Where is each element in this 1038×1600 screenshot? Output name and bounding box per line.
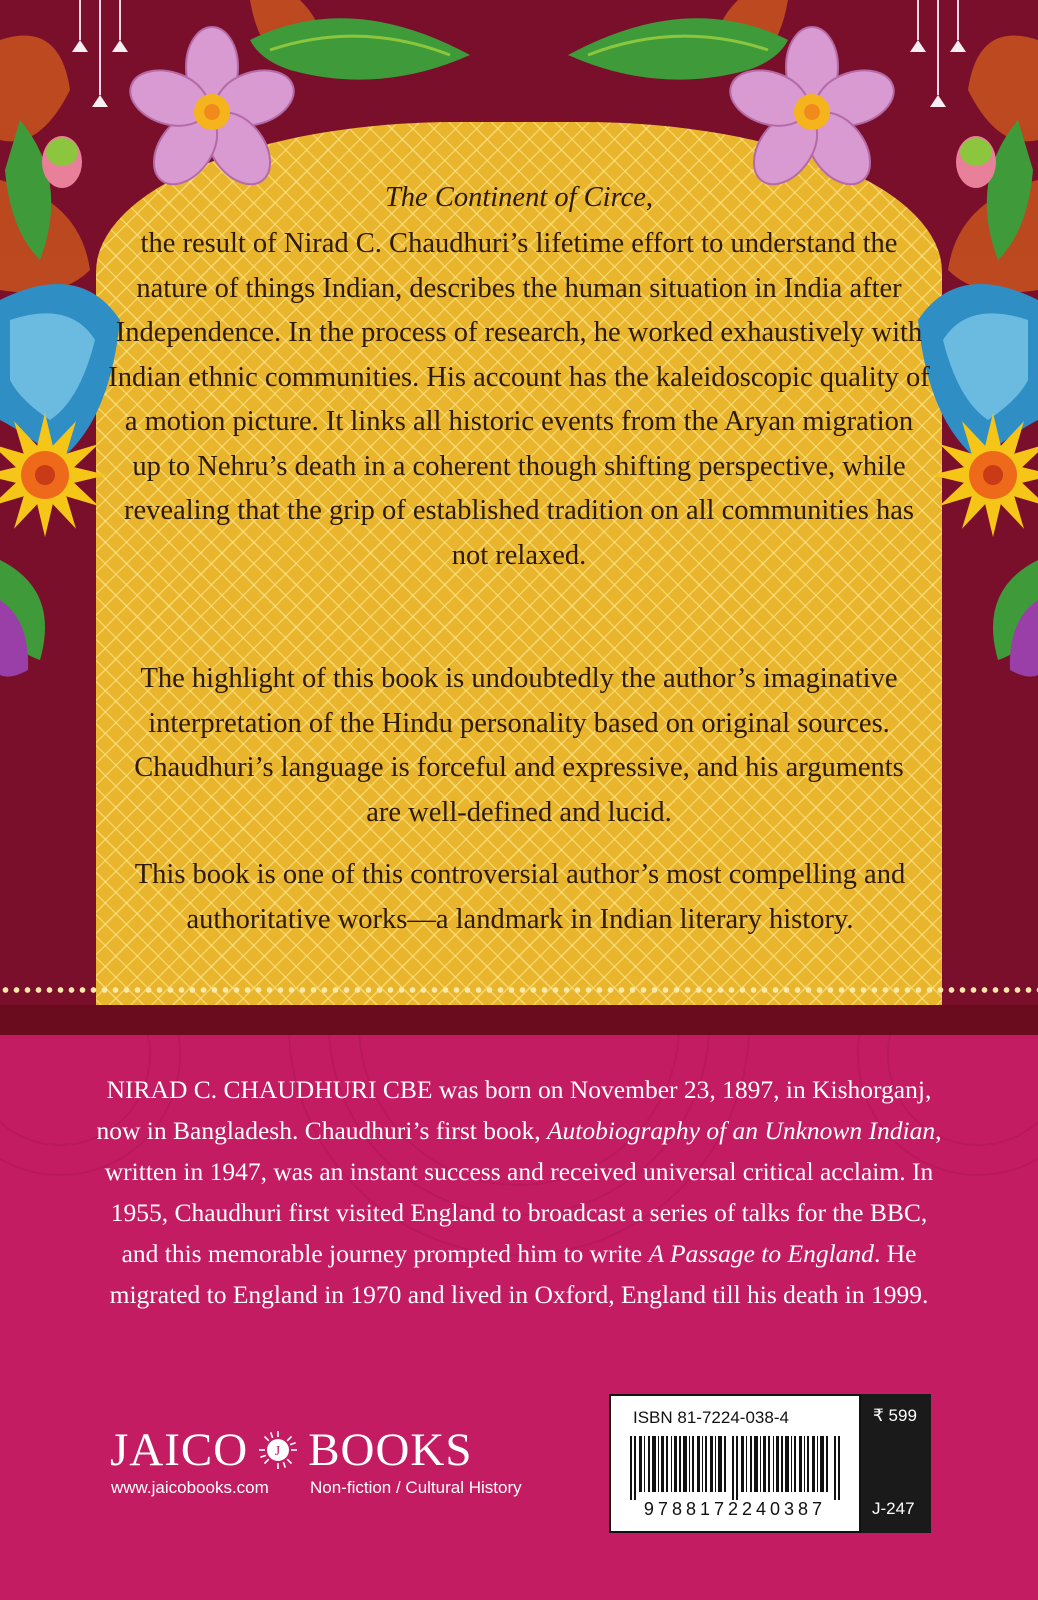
dotted-divider bbox=[0, 982, 1038, 998]
product-code: J-247 bbox=[872, 1499, 915, 1518]
book-category: Non-fiction / Cultural History bbox=[310, 1478, 522, 1497]
sun-logo-icon bbox=[258, 1430, 298, 1470]
price-label: ₹ 599 bbox=[873, 1406, 917, 1425]
blurb-paragraph-2: The highlight of this book is undoubtedly the author’s imaginative interpretation of the Hindu personality based on original sources. Chaudhuri’s language is forceful and expressive, and his arguments are well-defined and lucid. bbox=[134, 663, 904, 828]
publisher-name-right: BOOKS bbox=[308, 1424, 473, 1476]
maroon-band bbox=[0, 1005, 1038, 1035]
publisher-name-left: JAICO bbox=[110, 1424, 249, 1476]
publisher-logo bbox=[110, 1424, 473, 1476]
barcode-panel bbox=[609, 1394, 861, 1533]
blurb-paragraph-1: the result of Nirad C. Chaudhuri’s lifetime effort to understand the nature of things Indian, describes the human situation in India after Independence. In the process of research, he worked exhaustively with Indian ethnic communities. His account has the kaleidoscopic quality of a motion picture. It links all historic events from the Aryan migration up to Nehru’s death in a coherent though shifting perspective, while revealing that the grip of established tradition on all communities has not relaxed. bbox=[108, 228, 930, 571]
author-biography: NIRAD C. CHAUDHURI CBE was born on November 23, 1897, in Kishorganj, now in Bangladesh. Chaudhuri’s first book, Autobiography of an Unknown Indian, written in 1947, was an instant success and received universal critical acclaim. In 1955, Chaudhuri first visited England to broadcast a series of talks for the BBC, and this memorable journey prompted him to write A Passage to England. He migrated to England in 1970 and lived in Oxford, England till his death in 1999. bbox=[96, 1075, 942, 1309]
svg-text:J: J bbox=[274, 1444, 282, 1459]
barcode-number: 9788172240387 bbox=[643, 1499, 827, 1519]
blurb-paragraph-3: This book is one of this controversial author’s most compelling and authoritative works—a landmark in Indian literary history. bbox=[134, 859, 906, 935]
barcode-bars bbox=[630, 1436, 842, 1500]
publisher-website[interactable]: www.jaicobooks.com bbox=[111, 1478, 269, 1497]
isbn-label: ISBN 81-7224-038-4 bbox=[633, 1408, 789, 1427]
price-panel bbox=[861, 1394, 931, 1533]
book-title: The Continent of Circe, bbox=[384, 182, 654, 213]
